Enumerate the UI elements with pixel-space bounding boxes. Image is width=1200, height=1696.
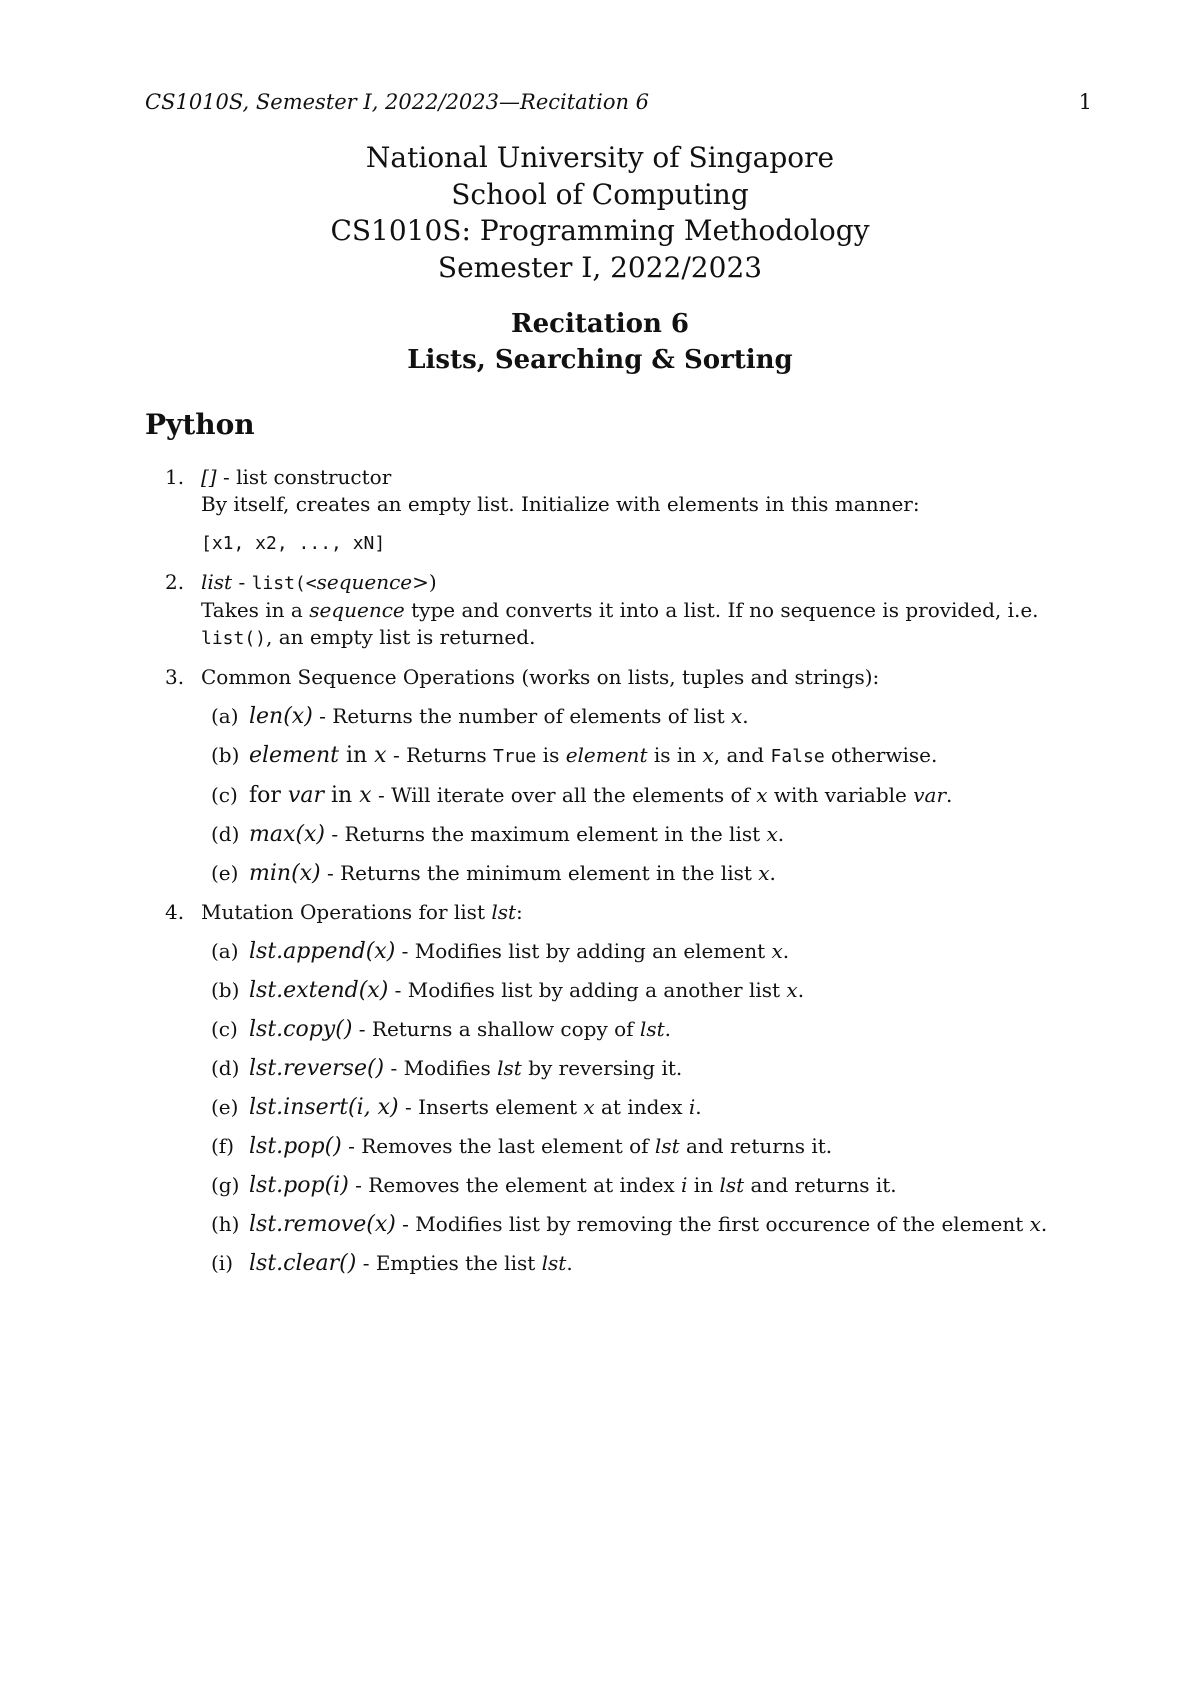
sub-item: (d) lst.reverse() - Modifies lst by reversing it. [211,1056,683,1081]
item-number: 2. [165,570,185,594]
sub-list [201,938,1100,1277]
list-item [145,569,1100,652]
list-item [145,664,1100,887]
page-number: 1 [1078,90,1092,114]
item-name: [] [201,465,217,489]
item-heading: list - list(<sequence>) [201,570,437,594]
code-example: [x1, x2, ..., xN] [201,533,386,554]
sub-item: (g) lst.pop(i) - Removes the element at index i in lst and returns it. [211,1173,897,1198]
item-text: Takes in a sequence type and converts it into a list. If no sequence is provided, i.e. list(), an empty list is returned. [201,598,1039,649]
university-name: National University of Singapore [365,141,835,174]
item-number: 3. [165,665,185,689]
item-number: 1. [165,465,185,489]
sub-item: (f) lst.pop() - Removes the last element of lst and returns it. [211,1134,833,1159]
running-header [145,90,1092,114]
sub-item: (b) lst.extend(x) - Modifies list by adding a another list x. [211,978,805,1003]
sub-item: (e) lst.insert(i, x) - Inserts element x at index i. [211,1095,702,1120]
school-name: School of Computing [451,177,749,211]
title-block [0,140,1200,378]
course-name: CS1010S: Programming Methodology [330,214,870,247]
recitation-title: Recitation 6 [511,309,689,339]
item-intro: Common Sequence Operations (works on lists, tuples and strings): [201,665,880,689]
sub-item: (i) lst.clear() - Empties the list lst. [211,1251,573,1276]
content-list [145,464,1100,1289]
item-number: 4. [165,900,185,924]
item-desc: list constructor [236,465,392,489]
sub-item: (e) min(x) - Returns the minimum element in the list x. [211,861,776,886]
sub-list [201,703,1100,887]
sub-item: (c) for var in x - Will iterate over all the elements of x with variable var. [211,783,953,808]
list-item [145,899,1100,1277]
sub-item: (a) lst.append(x) - Modifies list by adding an element x. [211,939,790,964]
sub-item: (a) len(x) - Returns the number of elements of list x. [211,704,749,729]
item-heading: [] - list constructor [201,465,392,489]
recitation-topic: Lists, Searching & Sorting [407,345,793,375]
semester: Semester I, 2022/2023 [437,250,763,284]
running-title: CS1010S, Semester I, 2022/2023—Recitation 6 [145,90,650,114]
list-item [145,464,1100,557]
section-heading: Python [145,408,255,441]
sub-item: (c) lst.copy() - Returns a shallow copy of lst. [211,1017,671,1042]
sub-item: (d) max(x) - Returns the maximum element in the list x. [211,822,785,847]
sub-item: (b) element in x - Returns True is element is in x, and False otherwise. [211,743,938,768]
sub-item: (h) lst.remove(x) - Modifies list by removing the first occurence of the element x. [211,1212,1048,1237]
item-text: By itself, creates an empty list. Initialize with elements in this manner: [201,492,920,516]
item-name: list [201,570,233,594]
item-intro: Mutation Operations for list lst: [201,900,523,924]
